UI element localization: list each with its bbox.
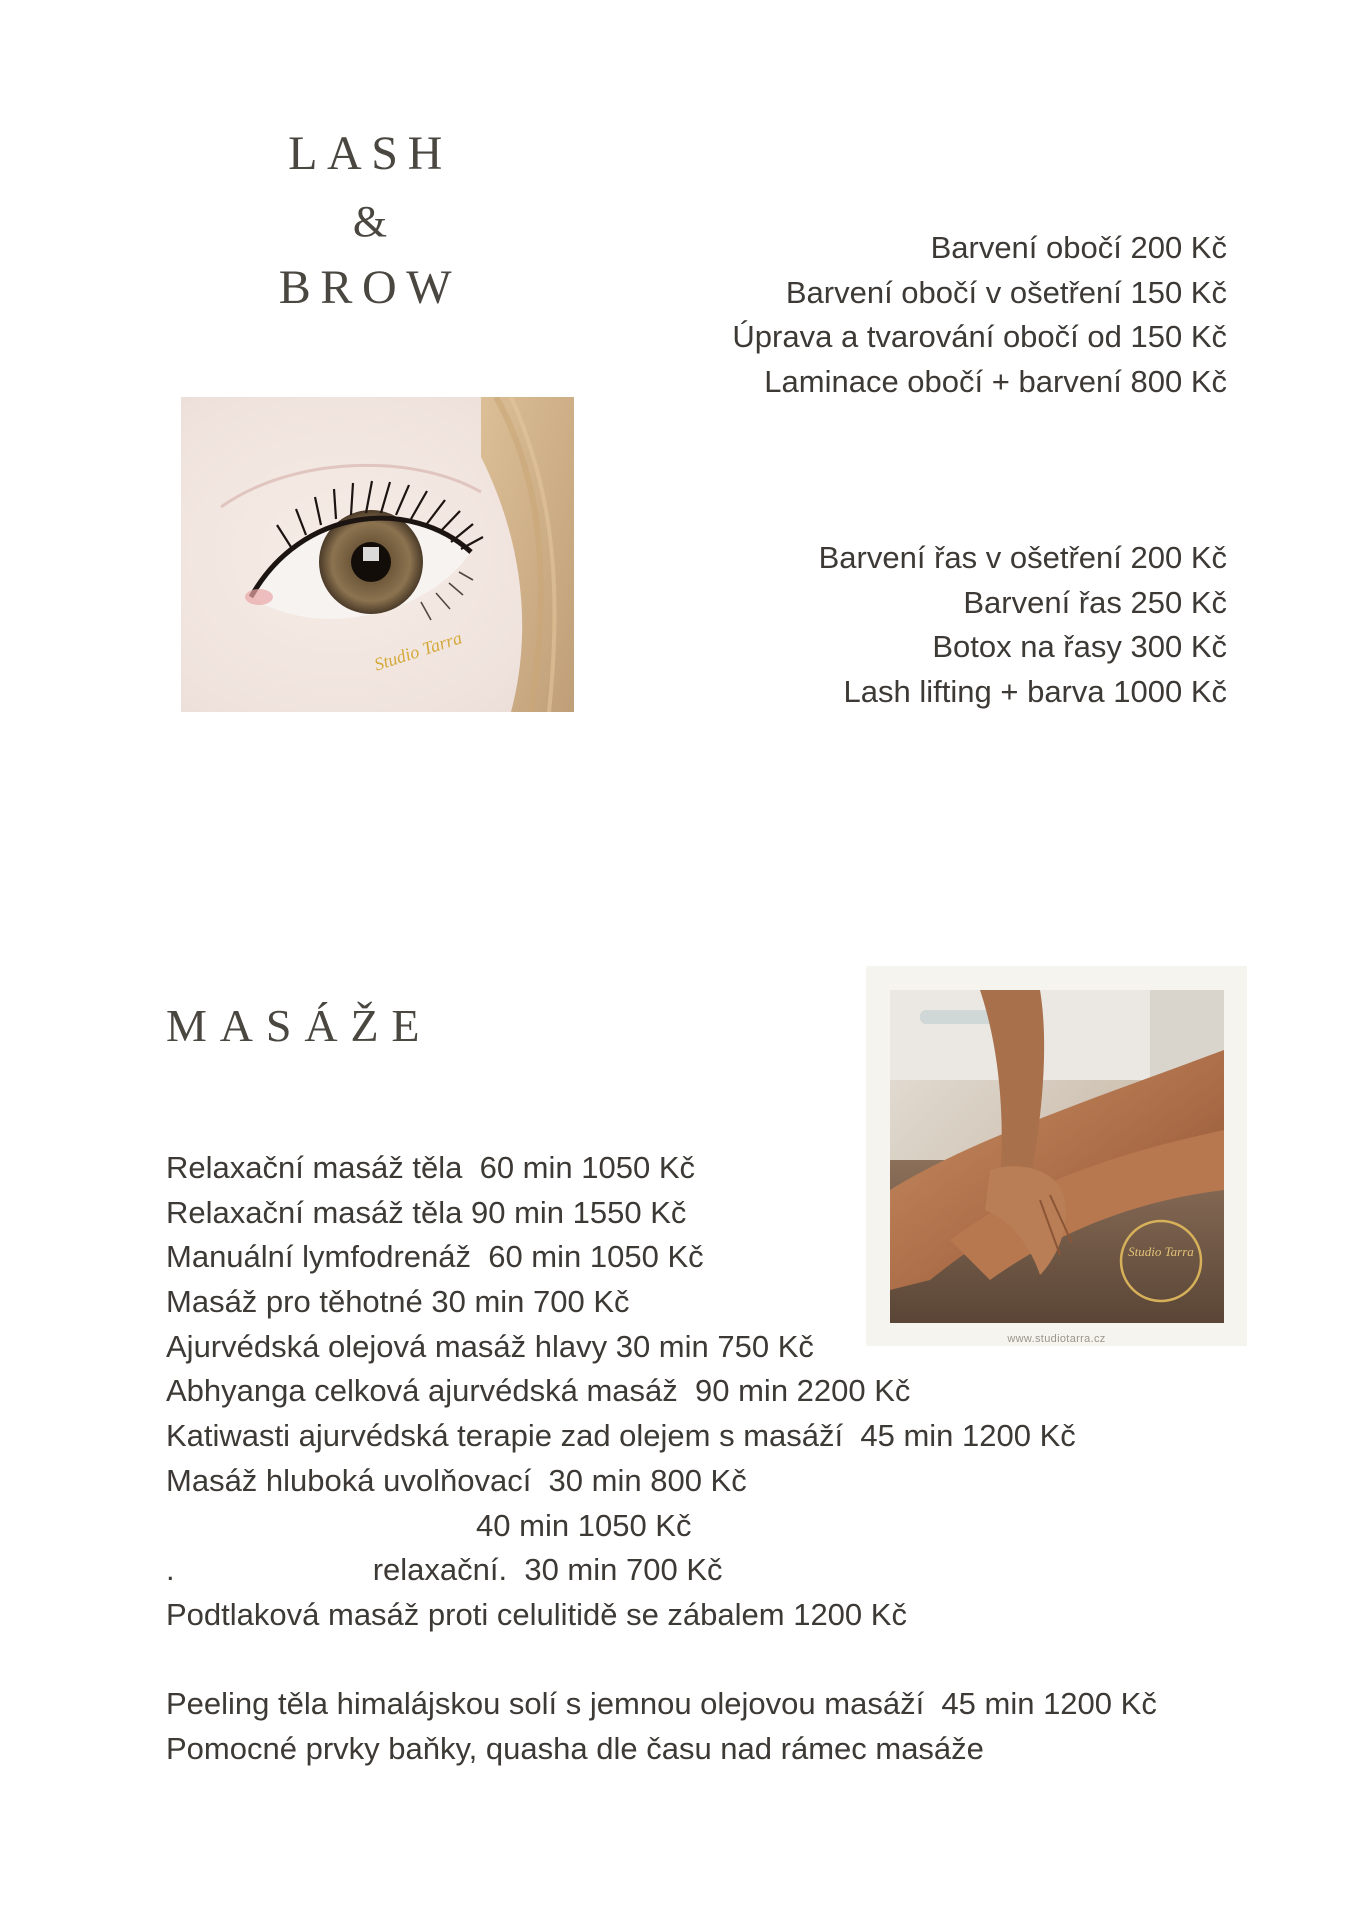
massage-item: 40 min 1050 Kč: [166, 1507, 692, 1543]
massage-photo-caption: www.studiotarra.cz: [1007, 1333, 1106, 1345]
massage-item: Masáž pro těhotné 30 min 700 Kč: [166, 1284, 630, 1320]
massage-item: Abhyanga celková ajurvédská masáž 90 min 2200 Kč: [166, 1373, 911, 1409]
lash-price-list: [819, 536, 1227, 715]
price-item: Barvení řas 250 Kč: [963, 584, 1227, 620]
massage-item: Relaxační masáž těla 90 min 1550 Kč: [166, 1194, 687, 1230]
massage-item: Katiwasti ajurvédská terapie zad olejem s masáží 45 min 1200 Kč: [166, 1418, 1076, 1454]
eye-lash-photo: [181, 397, 574, 712]
price-item: Lash lifting + barva 1000 Kč: [843, 674, 1227, 710]
massage-item: Relaxační masáž těla 60 min 1050 Kč: [166, 1150, 695, 1185]
massage-item: Peeling těla himalájskou solí s jemnou olejovou masáží 45 min 1200 Kč: [166, 1686, 1157, 1722]
price-item: Barvení obočí 200 Kč: [930, 230, 1227, 265]
massage-item: Pomocné prvky baňky, quasha dle času nad rámec masáže: [166, 1730, 984, 1766]
lash-heading: LASH: [288, 127, 452, 180]
price-item: Laminace obočí + barvení 800 Kč: [764, 364, 1227, 400]
eye-photo-watermark: Studio Tarra: [371, 627, 465, 675]
massage-item: . relaxační. 30 min 700 Kč: [166, 1552, 723, 1588]
ampersand-heading: &: [352, 197, 388, 246]
massage-item: Ajurvédská olejová masáž hlavy 30 min 750 Kč: [166, 1328, 814, 1364]
brow-price-list: [732, 226, 1227, 405]
massage-item: Masáž hluboká uvolňovací 30 min 800 Kč: [166, 1462, 747, 1498]
price-item: Úprava a tvarování obočí od 150 Kč: [732, 319, 1227, 355]
price-item: Barvení řas v ošetření 200 Kč: [818, 540, 1227, 575]
massage-price-list: [166, 1146, 1157, 1772]
massage-item: Manuální lymfodrenáž 60 min 1050 Kč: [166, 1239, 704, 1275]
massage-heading: MASÁŽE: [166, 1000, 433, 1051]
brow-heading: BROW: [278, 261, 462, 314]
massage-item-spacer: [166, 1638, 1157, 1683]
price-item: Barvení obočí v ošetření 150 Kč: [785, 274, 1227, 310]
price-item: Botox na řasy 300 Kč: [932, 629, 1227, 665]
massage-photo-logo: Studio Tarra: [1128, 1244, 1194, 1259]
massage-item: Podtlaková masáž proti celulitidě se zábalem 1200 Kč: [166, 1596, 907, 1632]
